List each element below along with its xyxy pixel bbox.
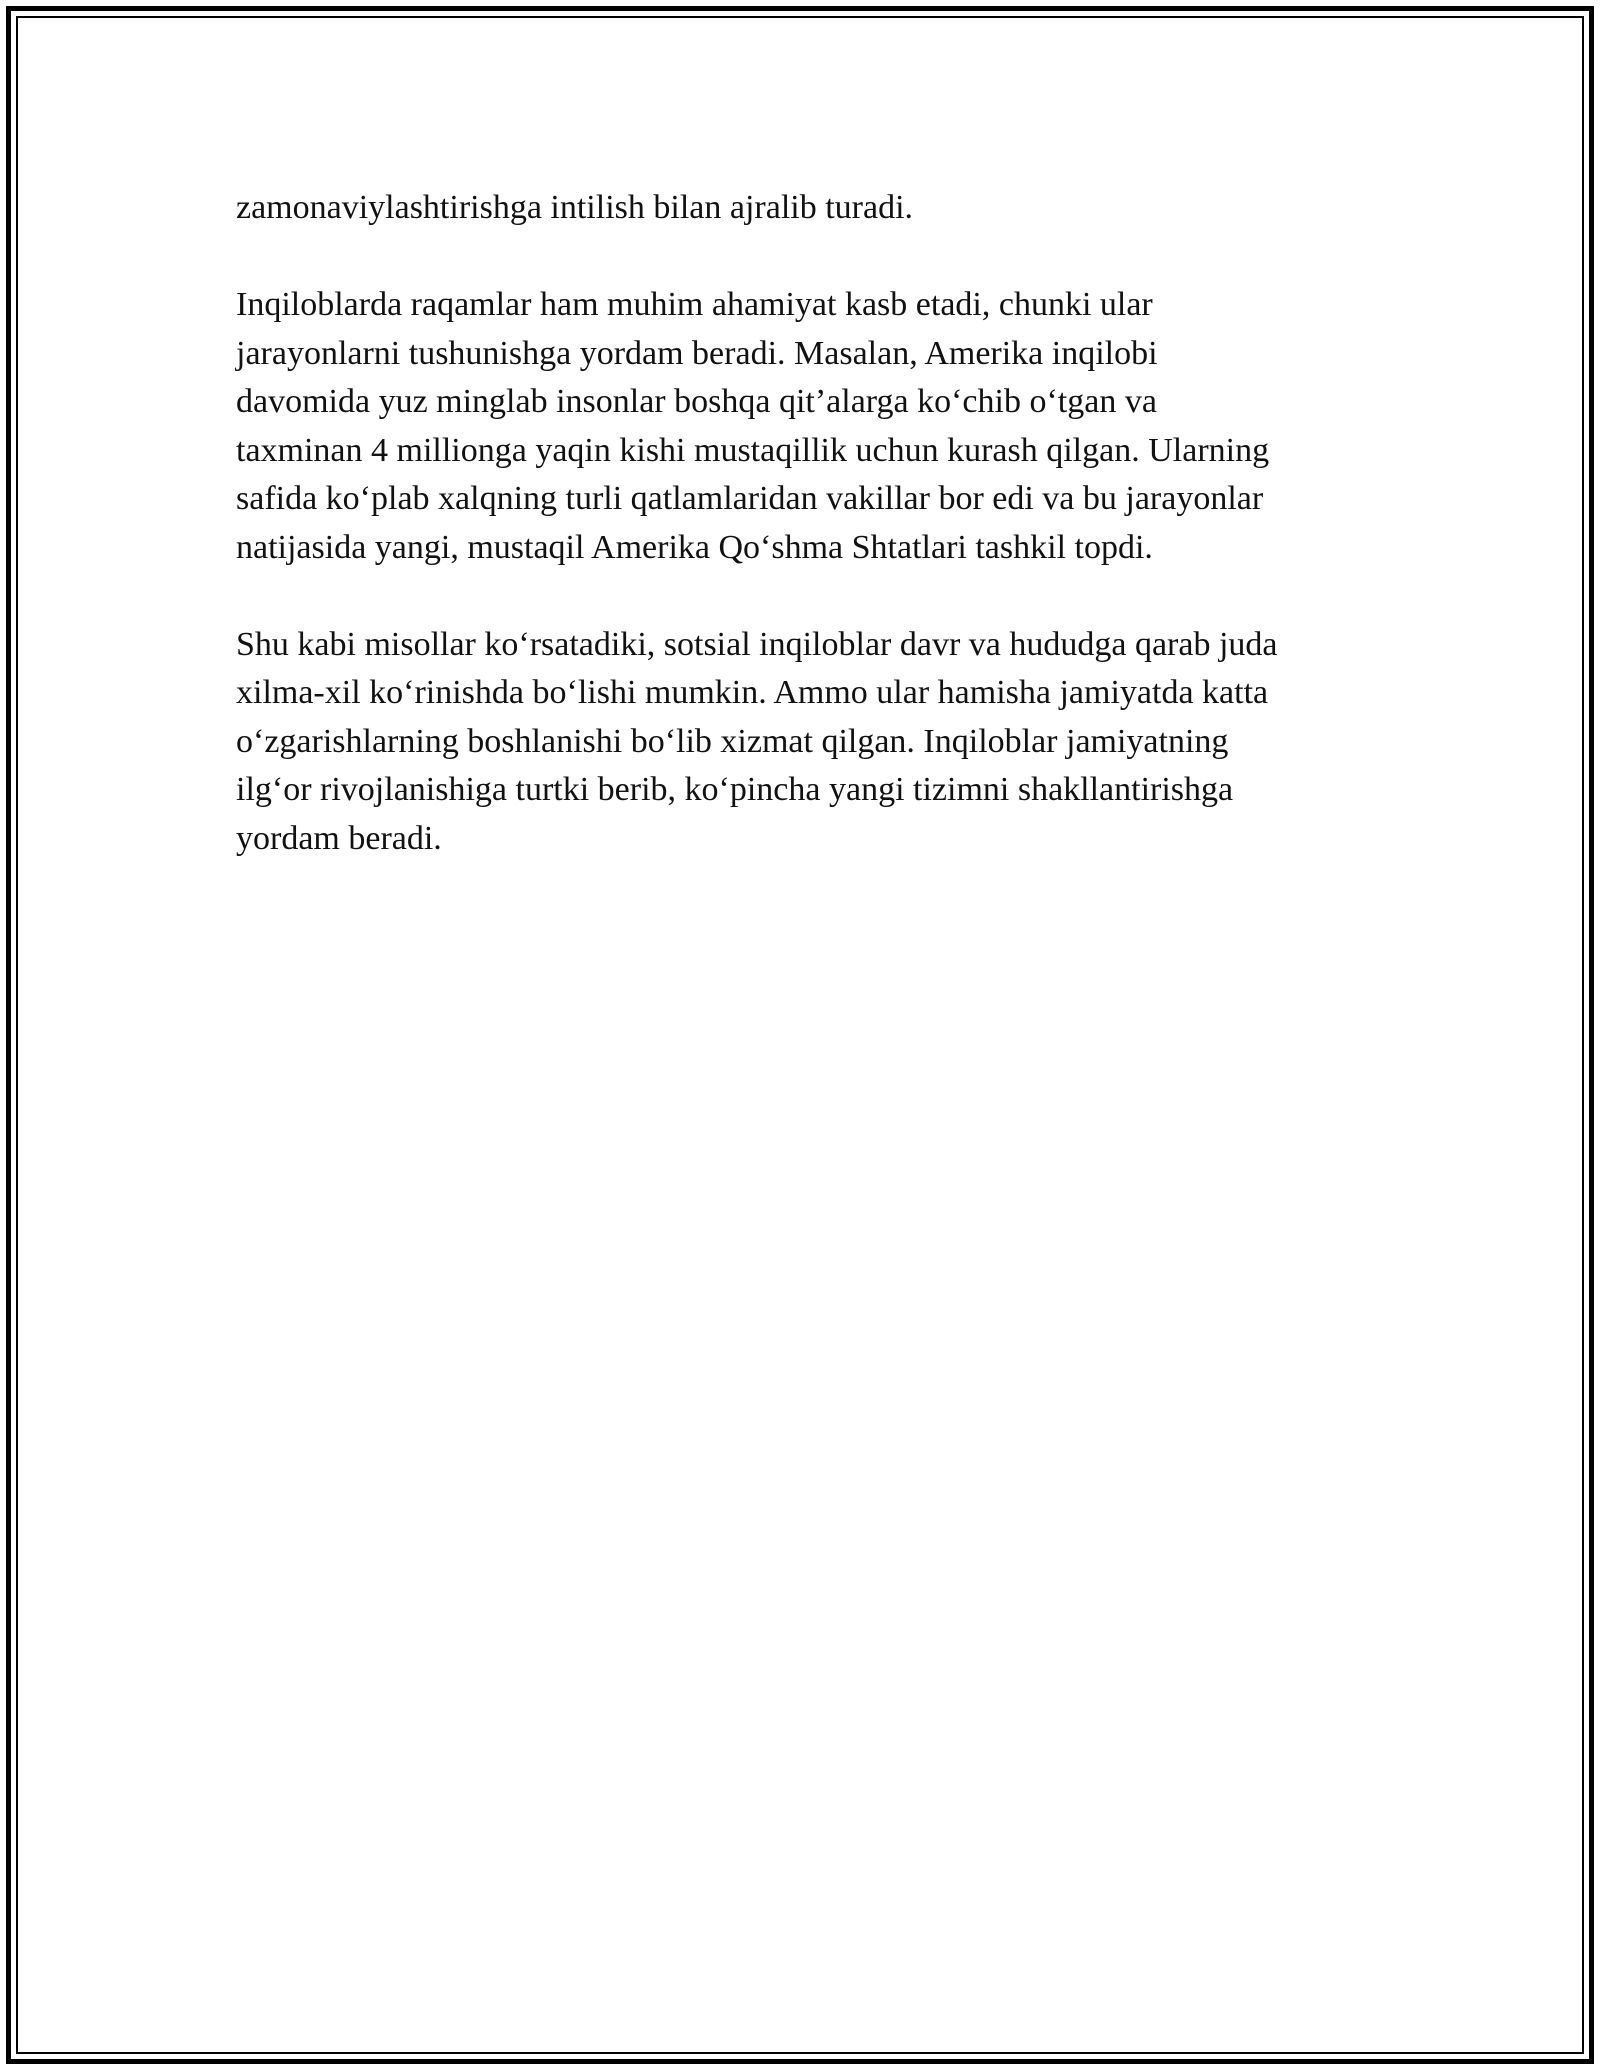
paragraph-1: zamonaviylashtirishga intilish bilan ajralib turadi. xyxy=(236,189,914,226)
document-body xyxy=(236,184,1386,912)
paragraph-2: Inqiloblarda raqamlar ham muhim ahamiyat kasb etadi, chunki ular jarayonlarni tushunishga yordam beradi. Masalan, Amerika inqilobi davomida yuz minglab insonlar boshqa qit’alarga ko‘chib o‘tgan va taxminan 4 millionga yaqin kishi mustaqillik uchun kurash qilgan. Ularning safida ko‘plab xalqning turli qatlamlaridan vakillar bor edi va bu jarayonlar natijasida yangi, mustaqil Amerika Qo‘shma Shtatlari tashkil topdi. xyxy=(236,286,1270,566)
paragraph-3: Shu kabi misollar ko‘rsatadiki, sotsial inqiloblar davr va hududga qarab juda xilma-xil ko‘rinishda bo‘lishi mumkin. Ammo ular hamisha jamiyatda katta o‘zgarishlarning boshlanishi bo‘lib xizmat qilgan. Inqiloblar jamiyatning ilg‘or rivojlanishiga turtki berib, ko‘pincha yangi tizimni shakllantirishga yordam beradi. xyxy=(236,625,1278,857)
